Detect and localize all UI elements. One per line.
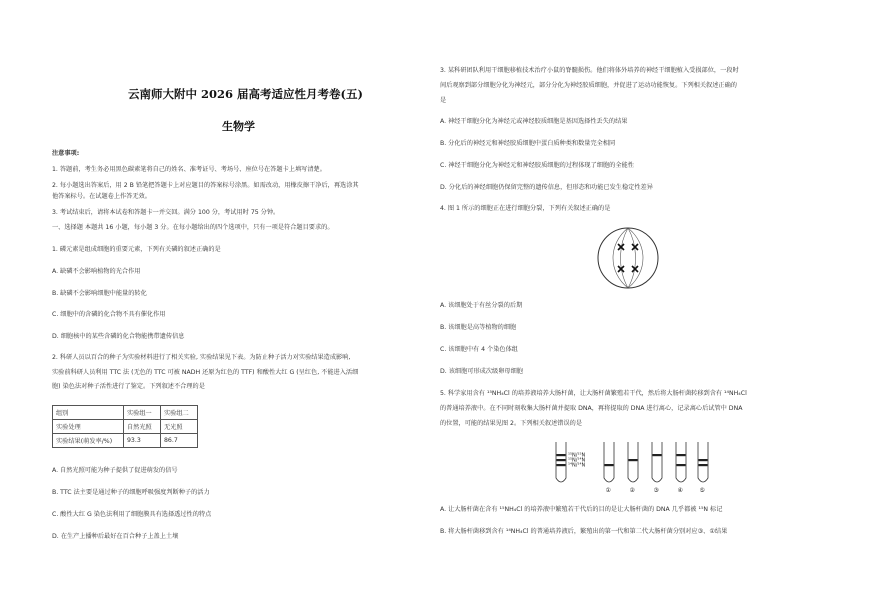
q4-option-a: A. 该细胞处于有丝分裂的后期 xyxy=(440,302,523,309)
tube xyxy=(556,442,566,482)
q5-option-a: A. 让大肠杆菌在含有 ¹⁵NH₄Cl 的培养液中繁殖若干代后的目的是让大肠杆菌的 DNA 几乎都被 ¹⁵N 标记 xyxy=(440,506,723,513)
q2-option-a: A. 自然光照可能为种子提供了促进萌发的信号 xyxy=(52,467,178,474)
subject-title: 生物学 xyxy=(222,120,255,133)
q2-option-c: C. 酸性大红 G 染色法利用了细胞膜具有选择透过性的特点 xyxy=(52,511,212,518)
table-cell: 实验结果(萌发率/%) xyxy=(53,434,124,448)
note-line: 1. 答题前，考生务必用黑色碳素笔将自己的姓名、准考证号、考场号、座位号在答题卡上填写清楚。 xyxy=(52,166,326,173)
q4-option-d: D. 该细胞可形成次级卵母细胞 xyxy=(440,368,523,375)
table-cell: 无光照 xyxy=(161,420,198,434)
q2-option-b: B. TTC 法主要是通过种子的细胞呼吸强度判断种子的活力 xyxy=(52,489,210,496)
q4-stem: 4. 图 1 所示的细胞正在进行细胞分裂，下列有关叙述正确的是 xyxy=(440,205,611,212)
q2-stem-line: 2. 科研人员以百合的种子为实验材料进行了相关实验, 实验结果见下表。为防止种子活力对实验结果造成影响, xyxy=(52,354,351,361)
table-cell: 86.7 xyxy=(161,434,198,448)
band-label: ¹⁵N/¹⁵N xyxy=(568,452,586,459)
tube-label: ③ xyxy=(653,487,659,494)
tube-label: ④ xyxy=(677,487,683,494)
q5-stem-line: 的位置，可能的结果见图 2。下列相关叙述错误的是 xyxy=(440,420,583,427)
q1-stem: 1. 磷元素是组成细胞的重要元素，下列有关磷的叙述正确的是 xyxy=(52,246,221,253)
q4-option-b: B. 该细胞是高等植物的细胞 xyxy=(440,324,517,331)
note-line: 3. 考试结束后，请将本试卷和答题卡一并交回。满分 100 分，考试用时 75 分钟。 xyxy=(52,209,280,216)
spindle-fiber xyxy=(621,228,629,288)
tube xyxy=(676,442,686,482)
q3-stem-line: 3. 某科研团队利用干细胞移植技术治疗小鼠的脊髓损伤。他们将体外培养的神经干细胞植入受损部位，一段时 xyxy=(440,67,739,74)
tube xyxy=(604,442,614,482)
q5-option-b: B. 将大肠杆菌移到含有 ¹⁴NH₄Cl 的普通培养液后，繁殖出的第一代和第二代大肠杆菌分别对应③、①结果 xyxy=(440,528,728,535)
note-line: 2. 每小题选出答案后，用 2 B 铅笔把答题卡上对应题目的答案标号涂黑。如需改动，用橡皮擦干净后，再选涂其 xyxy=(52,182,359,189)
q3-stem-line: 间后观察到部分细胞分化为神经元，部分分化为神经胶质细胞，并促进了运动功能恢复。下列相关叙述正确的 xyxy=(440,82,737,89)
q5-stem-line: 的普通培养液中。在不同时刻收集大肠杆菌并提取 DNA，再将提取的 DNA 进行离心，记录离心后试管中 DNA xyxy=(440,405,743,412)
q3-option-a: A. 神经干细胞分化为神经元或神经胶质细胞是基因选择性丢失的结果 xyxy=(440,118,628,125)
tube-label: ① xyxy=(605,487,611,494)
q2-option-d: D. 在生产上播种后最好在百合种子上盖上土壤 xyxy=(52,533,179,540)
q2-data-table xyxy=(52,405,198,448)
q2-stem-line: 胞) 染色法对种子活性进行了鉴定。下列叙述不合理的是 xyxy=(52,383,205,390)
table-row xyxy=(53,420,198,434)
q1-option-b: B. 缺磷不会影响细胞中能量的转化 xyxy=(52,290,147,297)
cell-division-figure xyxy=(596,224,660,292)
notes-heading: 注意事项: xyxy=(52,150,80,157)
tube xyxy=(698,442,708,482)
tube xyxy=(628,442,638,482)
spindle-fiber xyxy=(628,228,636,288)
q5-stem-line: 5. 科学家用含有 ¹⁵NH₄Cl 的培养液培养大肠杆菌，让大肠杆菌繁殖若干代，然后将大肠杆菌转移到含有 ¹⁴NH₄Cl xyxy=(440,390,747,397)
tube-label: ② xyxy=(629,487,635,494)
q2-stem-line: 实验前科研人员利用 TTC 法 (无色的 TTC 可被 NADH 还原为红色的 TTF) 和酸性大红 G (呈红色, 不能进入活细 xyxy=(52,369,359,376)
q3-option-b: B. 分化后的神经元和神经胶质细胞中蛋白质种类和数量完全相同 xyxy=(440,140,616,147)
q1-option-a: A. 缺磷不会影响植物的光合作用 xyxy=(52,268,141,275)
table-row xyxy=(53,406,198,420)
tube-label: ⑤ xyxy=(699,487,705,494)
q3-option-c: C. 神经干细胞分化为神经元和神经胶质细胞的过程体现了细胞的全能性 xyxy=(440,162,634,169)
exam-title: 云南师大附中 2026 届高考适应性月考卷(五) xyxy=(128,87,363,101)
table-cell: 实验组一 xyxy=(124,406,161,420)
table-row xyxy=(53,434,198,448)
q3-option-d: D. 分化后的神经细胞仍保留完整的遗传信息，但形态和功能已发生稳定性差异 xyxy=(440,184,653,191)
q1-option-d: D. 细胞核中的某些含磷的化合物能携带遗传信息 xyxy=(52,333,185,340)
table-cell: 实验处理 xyxy=(53,420,124,434)
table-cell: 组别 xyxy=(53,406,124,420)
q3-stem-line: 是 xyxy=(440,97,447,104)
centrifuge-tubes-figure xyxy=(548,440,718,496)
q1-option-c: C. 细胞中的含磷的化合物不具有催化作用 xyxy=(52,311,166,318)
table-cell: 自然光照 xyxy=(124,420,161,434)
band-label: ¹⁵N/¹⁴N xyxy=(568,457,586,464)
band-label: ¹⁴N/¹⁴N xyxy=(568,462,586,469)
section-heading: 一、选择题 本题共 16 小题，每小题 3 分。在每小题给出的四个选项中，只有一项是符合题目要求的。 xyxy=(52,224,334,231)
tube xyxy=(652,442,662,482)
cell-outline xyxy=(598,228,658,288)
table-cell: 93.3 xyxy=(124,434,161,448)
q4-option-c: C. 该细胞中有 4 个染色体组 xyxy=(440,346,518,353)
note-line: 他答案标号。在试题卷上作答无效。 xyxy=(52,193,151,200)
table-cell: 实验组二 xyxy=(161,406,198,420)
